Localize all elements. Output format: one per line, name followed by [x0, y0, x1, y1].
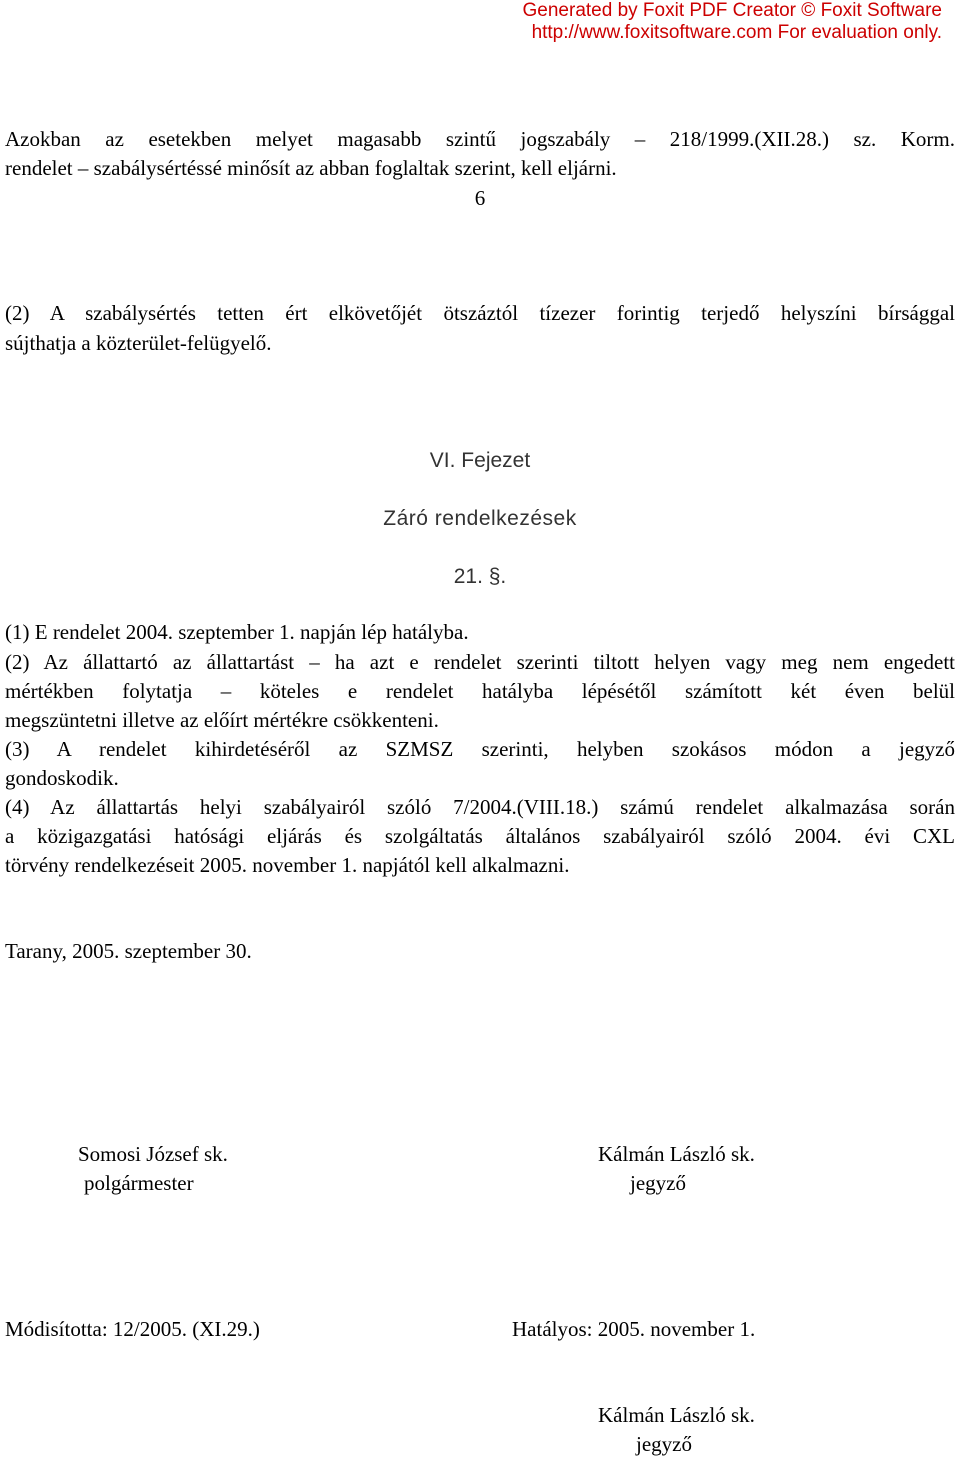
provision-3-line-1: (3) A rendelet kihirdetéséről az SZMSZ szerinti, helyben szokásos módon a jegyző [5, 737, 955, 761]
modified-note: Módisította: 12/2005. (XI.29.) [5, 1317, 260, 1341]
footer-signature-name: Kálmán László sk. [598, 1403, 755, 1427]
effective-note: Hatályos: 2005. november 1. [512, 1317, 756, 1341]
provision-4-line-2: a közigazgatási hatósági eljárás és szolgáltatás általános szabályairól szóló 2004. évi CXL [5, 824, 955, 848]
section-heading: 21. §. [453, 565, 507, 588]
paragraph-2-line-2: sújthatja a közterület-felügyelő. [5, 331, 272, 355]
signature-left-title: polgármester [84, 1171, 194, 1195]
paragraph-2-line-1: (2) A szabálysértés tetten ért elkövetőjét ötszáztól tízezer forintig terjedő helyszíni bírsággal [5, 301, 955, 325]
signature-right-name: Kálmán László sk. [598, 1142, 755, 1166]
paragraph-1-line-1: Azokban az esetekben melyet magasabb szintű jogszabály – 218/1999.(XII.28.) sz. Korm. [5, 127, 955, 151]
page-number: 6 [474, 186, 486, 210]
provision-4-line-3: törvény rendelkezéseit 2005. november 1. napjától kell alkalmazni. [5, 853, 570, 877]
provision-1: (1) E rendelet 2004. szeptember 1. napján lép hatályba. [5, 620, 469, 644]
provision-4-line-1: (4) Az állattartás helyi szabályairól szóló 7/2004.(VIII.18.) számú rendelet alkalmazása során [5, 795, 955, 819]
signature-left-name: Somosi József sk. [78, 1142, 228, 1166]
chapter-subtitle: Záró rendelkezések [383, 507, 577, 530]
chapter-title: VI. Fejezet [429, 449, 531, 472]
watermark-line-2: http://www.foxitsoftware.com For evaluation only. [531, 22, 942, 43]
provision-2-line-2: mértékben folytatja – köteles e rendelet hatályba lépésétől számított két éven belül [5, 679, 955, 703]
paragraph-1-line-2: rendelet – szabálysértéssé minősít az abban foglaltak szerint, kell eljárni. [5, 156, 617, 180]
watermark-line-1: Generated by Foxit PDF Creator © Foxit Software [522, 0, 942, 21]
footer-signature-title: jegyző [636, 1432, 692, 1456]
provision-3-line-2: gondoskodik. [5, 766, 119, 790]
place-date: Tarany, 2005. szeptember 30. [5, 939, 252, 963]
provision-2-line-3: megszüntetni illetve az előírt mértékre csökkenteni. [5, 708, 439, 732]
signature-right-title: jegyző [630, 1171, 686, 1195]
provision-2-line-1: (2) Az állattartó az állattartást – ha azt e rendelet szerinti tiltott helyen vagy meg nem engedett [5, 650, 955, 674]
